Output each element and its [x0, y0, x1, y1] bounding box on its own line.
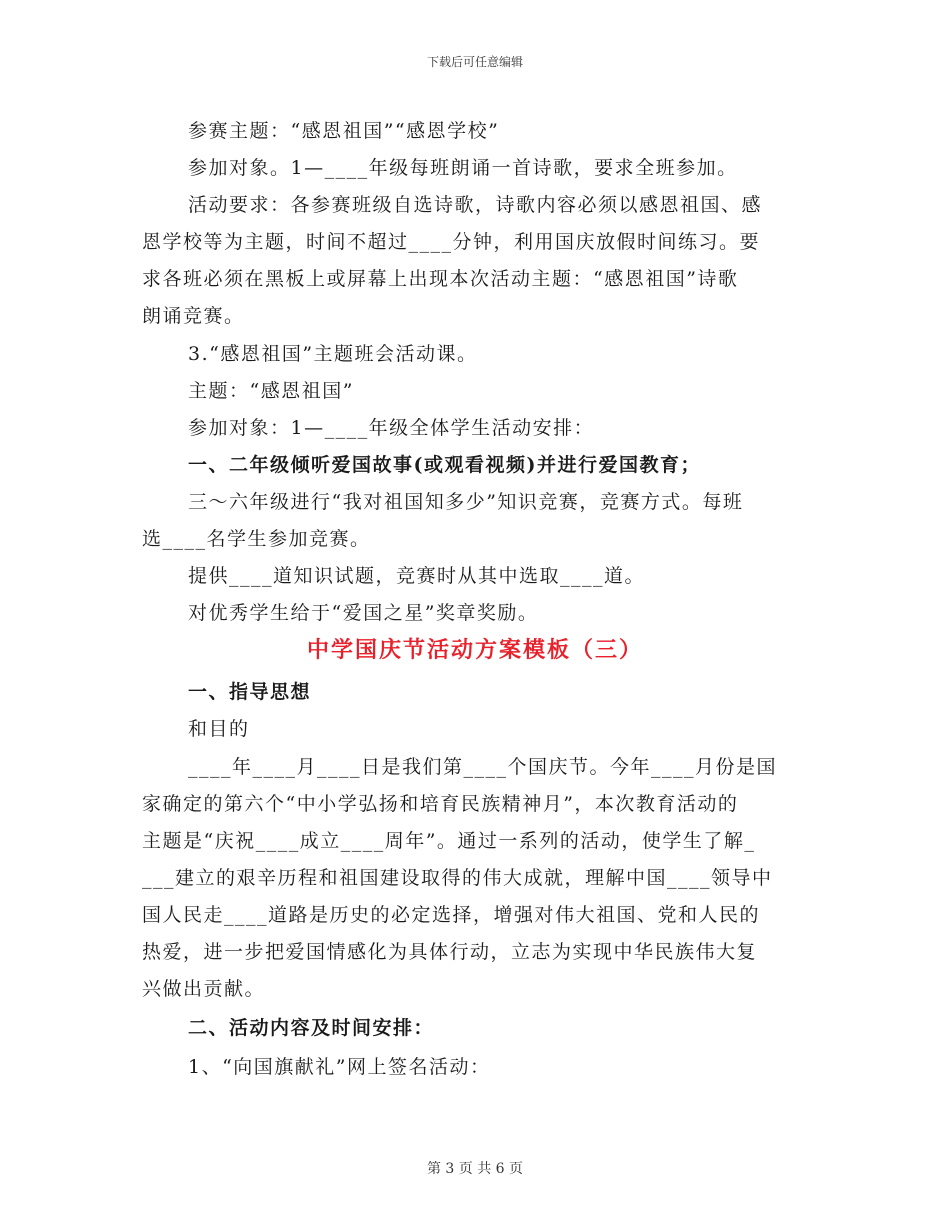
- paragraph-line: 求各班必须在黑板上或屏幕上出现本次活动主题：“感恩祖国”诗歌: [142, 268, 739, 290]
- page-header: 下载后可任意编辑: [426, 55, 523, 69]
- paragraph-line: 提供____道知识试题，竞赛时从其中选取____道。: [188, 565, 646, 587]
- paragraph-line: ___建立的艰辛历程和祖国建设取得的伟大成就，理解中国____领导中: [142, 867, 773, 889]
- page-footer: 第 3 页 共 6 页: [426, 1161, 524, 1177]
- paragraph-line: 参赛主题：“感恩祖国”“感恩学校”: [188, 120, 500, 142]
- paragraph-line: 三～六年级进行“我对祖国知多少”知识竞赛，竞赛方式。每班: [188, 491, 744, 513]
- paragraph-line: 恩学校等为主题，时间不超过____分钟，利用国庆放假时间练习。要: [142, 231, 761, 253]
- paragraph-line: 对优秀学生给于“爱国之星”奖章奖励。: [188, 602, 539, 624]
- paragraph-line: 活动要求：各参赛班级自选诗歌，诗歌内容必须以感恩祖国、感: [188, 194, 763, 216]
- section-title: 中学国庆节活动方案模板（三）: [306, 637, 643, 663]
- paragraph-line: 兴做出贡献。: [142, 978, 266, 1000]
- paragraph-line-bold: 一、二年级倾听爱国故事(或观看视频)并进行爱国教育；: [188, 454, 701, 476]
- heading-guiding-thought: 一、指导思想: [188, 681, 312, 703]
- paragraph-line: 和目的: [188, 718, 250, 740]
- paragraph-line: 参加对象：1—____年级全体学生活动安排：: [188, 417, 595, 439]
- paragraph-line: ____年____月____日是我们第____个国庆节。今年____月份是国: [188, 756, 778, 778]
- paragraph-line: 1、“向国旗献礼”网上签名活动：: [188, 1056, 491, 1078]
- heading-activity-content: 二、活动内容及时间安排：: [188, 1017, 435, 1039]
- paragraph-line: 参加对象。1—____年级每班朗诵一首诗歌，要求全班参加。: [188, 157, 738, 179]
- paragraph-line: 国人民走____道路是历史的必定选择，增强对伟大祖国、党和人民的: [142, 904, 761, 926]
- paragraph-line: 朗诵竞赛。: [142, 305, 245, 327]
- paragraph-line: 主题是“庆祝____成立____周年”。通过一系列的活动，使学生了解_: [142, 830, 756, 852]
- paragraph-line: 选____名学生参加竞赛。: [142, 528, 371, 550]
- paragraph-line: 主题：“感恩祖国”: [188, 380, 354, 402]
- paragraph-line: 热爱，进一步把爱国情感化为具体行动，立志为实现中华民族伟大复: [142, 941, 758, 963]
- paragraph-line: 家确定的第六个“中小学弘扬和培育民族精神月”，本次教育活动的: [142, 793, 739, 815]
- paragraph-line: 3.“感恩祖国”主题班会活动课。: [188, 343, 478, 365]
